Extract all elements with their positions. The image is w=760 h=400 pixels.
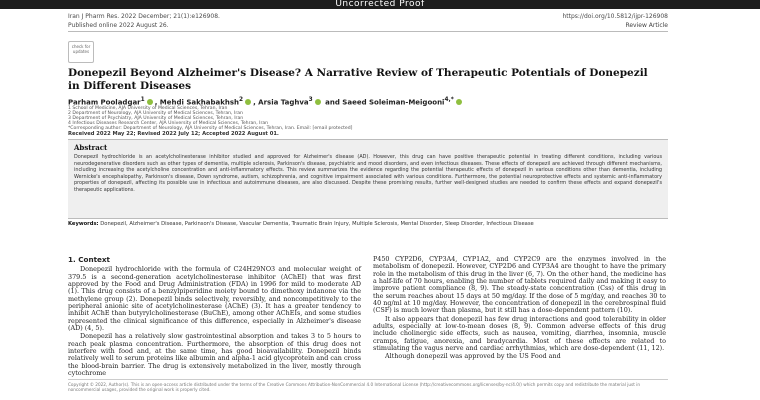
keywords (68, 221, 648, 228)
publication-info (68, 22, 668, 29)
keywords-label: Keywords: (68, 221, 99, 227)
author-sup: 2 (239, 97, 244, 103)
section-heading: 1. Context (68, 255, 110, 264)
orcid-icon[interactable] (315, 99, 321, 105)
affiliation: 3 Department of Psychiatry, AJA University of Medical Sciences, Tehran, Iran (68, 116, 244, 121)
author-sup: 4,* (444, 97, 454, 103)
body-paragraph: It also appears that donepezil has few drug interactions and good tolerability in older adults, especially at low-to-mean doses (8, 9). Common adverse effects of this drug include cholinergic side effects, such as nausea, vomiting, diarrhea, insomnia, muscle cramps, fatigue, anorexia, and bradycardia. Most of these effects are related to stimulating the vagus nerve and cardiac arrhythmias, which are dose-dependent (11, 12). (373, 314, 666, 353)
abstract-heading: Abstract (74, 143, 108, 152)
article-title: Donepezil Beyond Alzheimer's Disease? A Narrative Review of Therapeutic Potentials of Donepezil in Different Diseases (68, 67, 648, 92)
article-type: Review Article (625, 22, 668, 29)
body-paragraph: P450 CYP2D6, CYP3A4, CYP1A2, and CYP2C9 are the enzymes involved in the metabolism of donepezil. However, CYP2D6 and CYP3A4 are thought to have the primary role in the metabolism of this drug in the liver (6, 7). On the other hand, the medicine has a half-life of 70 hours, enabling the number of tablets required daily and making it easy to improve patient compliance (8, 9). The steady-state concentration (Css) of this drug in the serum reaches about 15 days at 50 mg/day. If the dose of 5 mg/day, and reaches 30 to 40 ng/ml at 10 mg/day. However, the concentration of donepezil in the cerebrospinal fluid (CSF) is much lower than plasma, but it still has a dose-dependent pattern (10). (373, 255, 666, 315)
author-name[interactable]: Arsia Taghva (258, 98, 309, 107)
orcid-icon[interactable] (245, 99, 251, 105)
journal-citation: Iran J Pharm Res. 2022 December; 21(1):e126908. (68, 13, 220, 20)
footer-divider (68, 379, 668, 380)
author-list: Parham Pooladgar$^1$ , Mehdi Sakhabakhsh$^2$ , Arsia Taghva$^3$ and Saeed Soleiman-Meigooni$^{4,*}$ (68, 97, 668, 106)
body-paragraph: Although donepezil was approved by the US Food and (385, 352, 561, 361)
orcid-icon[interactable] (147, 99, 153, 105)
keywords-list: Donepezil, Alzheimer's Disease, Parkinson's Disease, Vascular Dementia, Traumatic Brain Injury, Multiple Sclerosis, Mental Disorder, Sleep Disorder, Infectious Disease (100, 221, 534, 227)
corresponding-author: *Corresponding author: Department of Neurology, AJA University of Medical Sciences, Tehran, Iran. Email: [email protected] (68, 126, 353, 131)
author-name[interactable]: Parham Pooladgar (68, 98, 141, 107)
published-date: Published online 2022 August 26. (68, 22, 169, 29)
body-column-left (68, 256, 361, 379)
doi-link[interactable]: https://doi.org/10.5812/ijpr-126908 (562, 13, 668, 20)
author-sup: 1 (140, 97, 145, 103)
body-paragraph: Donepezil hydrochloride with the formula of C24H29NO3 and molecular weight of 379.5 is a second-generation acetylcholinesterase inhibitor (AChEI) that was first approved by the Food and Drug Administration (FDA) in 1996 for mild to moderate AD (1). This drug consists of a benzylpiperidine moiety bound to dimethoxy indanone via the methylene group (2). Donepezil binds selectively, reversibly, and noncompetitively to the peripheral anionic site of acetylcholinesterase (AChE) (3). It has a greater tendency to inhibit AChE than butyrylcholinesterase (BuChE), among other AChEIs, and some studies represented the clinical significance of this difference, especially in Alzheimer's disease (AD) (4, 5). (68, 265, 361, 333)
header-divider (68, 31, 668, 32)
affiliation: 1 School of Medicine, AJA University of Medical Sciences, Tehran, Iran (68, 106, 228, 111)
abstract-box (68, 139, 668, 219)
check-updates-logo[interactable] (68, 41, 94, 63)
body-column-right (373, 256, 666, 362)
affiliation: 2 Department of Neurology, AJA University of Medical Sciences, Tehran, Iran (68, 111, 243, 116)
author-sup: 3 (308, 97, 313, 103)
journal-header (68, 13, 668, 20)
author-name[interactable]: Mehdi Sakhabakhsh (159, 98, 239, 107)
uncorrected-proof-banner: Uncorrected Proof (0, 0, 760, 9)
abstract-text: Donepezil hydrochloride is an acetylcholinesterase inhibitor studied and approved for Alzheimer's disease (AD). However, this drug can have positive therapeutic potential in treating different conditions, including various neurodegenerative disorders such as other types of dementia, multiple sclerosis, Parkinson's disease, psychiatric and mood disorders, and even infectious diseases. These effects of donepezil are achieved through different mechanisms, including increasing the acetylcholine concentration and anti-inflammatory effects. This review summarizes the evidence regarding the potential therapeutic effects of donepezil in various conditions other than dementia, including Wernicke's encephalopathy, Parkinson's disease, Down syndrome, autism, schizophrenia, and cognitive impairment associated with various conditions. Furthermore, the potential neuroprotective effects and systemic anti-inflammatory properties of donepezil, affecting its possible use in infectious and autoimmune diseases, are also discussed. Despite these promising results, further well-designed studies are needed to confirm these effects and expand donepezil's therapeutic applications. (74, 154, 662, 193)
affiliation: 4 Infectious Diseases Research Center, AJA University of Medical Sciences, Tehran, Iran (68, 121, 269, 126)
body-paragraph: Donepezil has a relatively slow gastrointestinal absorption and takes 3 to 5 hours to reach peak plasma concentration. Furthermore, the absorption of this drug does not interfere with food and, at the same time, has good bioavailability. Donepezil binds relatively well to serum proteins like albumin and alpha-1 acid glycoprotein and can cross the blood-brain barrier. The drug is extensively metabolized in the liver, mostly through cytochrome (68, 332, 361, 378)
orcid-icon[interactable] (456, 99, 462, 105)
check-updates-label: check for updates (71, 44, 91, 54)
received-dates: Received 2022 May 22; Revised 2022 July 12; Accepted 2022 August 01. (68, 131, 279, 137)
copyright-notice: Copyright © 2022, Author(s). This is an open-access article distributed under the terms of the Creative Commons Attribution-NonCommercial 4.0 International License (http://creativecommons.org/licenses/by-nc/4.0/) which permits copy and redistribute the material just in noncommercial usages, provided the original work is properly cited. (68, 382, 641, 392)
author-name[interactable]: and Saeed Soleiman-Meigooni (325, 98, 445, 107)
